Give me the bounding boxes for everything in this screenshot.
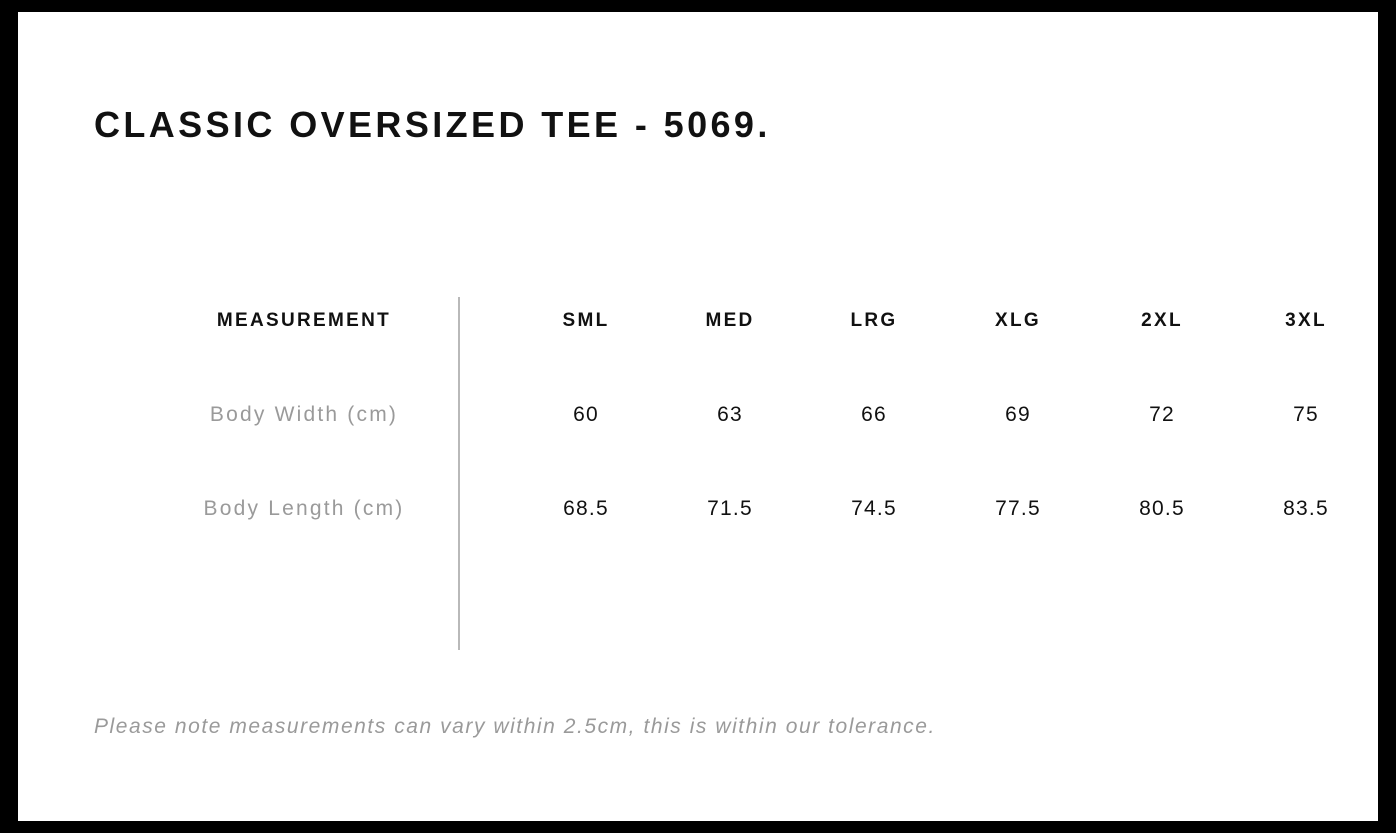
- column-header-measurement: MEASUREMENT: [216, 310, 392, 331]
- column-header-3xl: 3XL: [1285, 310, 1327, 331]
- cell-body-width-med: 63: [717, 403, 743, 426]
- table-header-row: [94, 274, 1378, 368]
- table-row: [94, 368, 1378, 462]
- cell-body-width-sml: 60: [573, 403, 599, 426]
- cell-body-length-lrg: 74.5: [851, 497, 897, 520]
- row-label-body-length: Body Length (cm): [203, 497, 405, 520]
- table-row: [94, 462, 1378, 556]
- cell-body-width-3xl: 75: [1293, 403, 1319, 426]
- cell-body-length-2xl: 80.5: [1139, 497, 1185, 520]
- column-header-lrg: LRG: [850, 310, 898, 331]
- column-header-2xl: 2XL: [1141, 310, 1183, 331]
- column-header-med: MED: [705, 310, 755, 331]
- cell-body-length-sml: 68.5: [563, 497, 609, 520]
- cell-body-width-2xl: 72: [1149, 403, 1175, 426]
- size-chart-page: [18, 12, 1378, 821]
- cell-body-length-xlg: 77.5: [995, 497, 1041, 520]
- cell-body-width-lrg: 66: [861, 403, 887, 426]
- size-table-container: [94, 274, 1329, 556]
- cell-body-width-xlg: 69: [1005, 403, 1031, 426]
- tolerance-note: Please note measurements can vary within 2.5cm, this is within our tolerance.: [94, 715, 936, 738]
- page-title: CLASSIC OVERSIZED TEE - 5069.: [94, 104, 771, 145]
- cell-body-length-med: 71.5: [707, 497, 753, 520]
- column-header-xlg: XLG: [995, 310, 1041, 331]
- row-label-body-width: Body Width (cm): [209, 403, 399, 426]
- size-table: [94, 274, 1378, 556]
- cell-body-length-3xl: 83.5: [1283, 497, 1329, 520]
- column-header-sml: SML: [562, 310, 610, 331]
